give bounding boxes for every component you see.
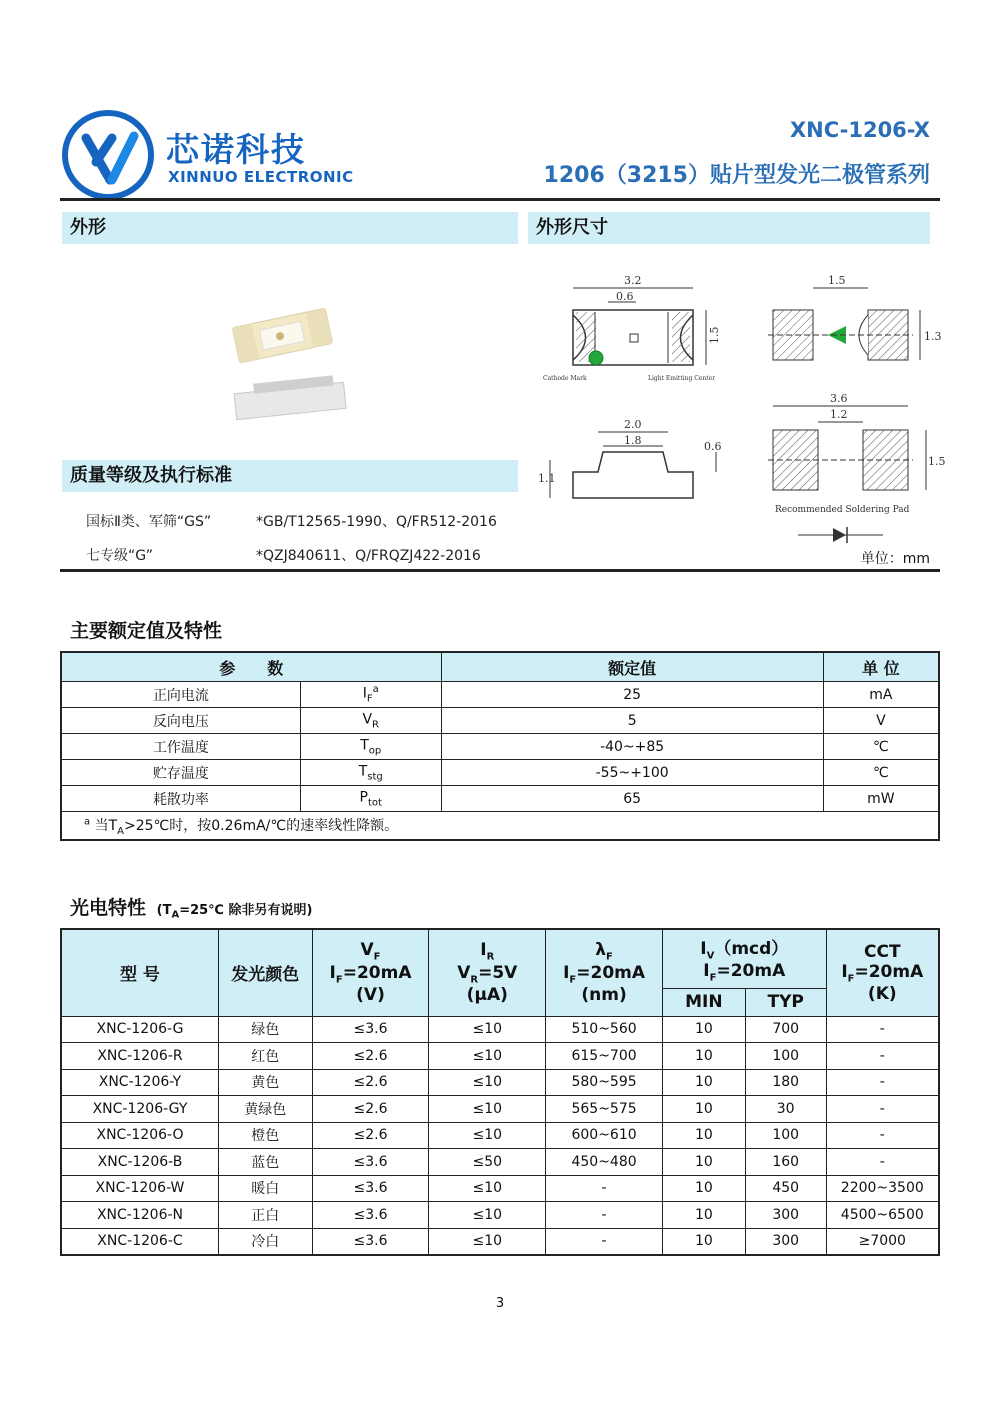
optical-row xyxy=(61,1016,939,1043)
quality-heading: 质量等级及执行标准 xyxy=(70,465,232,486)
dim-2-0: 2.0 xyxy=(624,418,642,431)
ir-cond-rest: =5V xyxy=(478,962,518,983)
param-unit: ℃ xyxy=(823,760,939,786)
side-view-drawing xyxy=(768,288,920,360)
optical-cell-ir: ≤10 xyxy=(429,1016,546,1043)
header-rule xyxy=(60,198,940,201)
ratings-row xyxy=(61,734,939,760)
dim-3-6: 3.6 xyxy=(830,392,848,405)
iv-sub: V xyxy=(706,950,715,962)
optical-cell-typ: 30 xyxy=(745,1096,826,1123)
vf-cond-sym: I xyxy=(329,962,336,983)
optical-cell-cct: - xyxy=(826,1016,939,1043)
soldering-pad-drawing xyxy=(768,406,926,543)
param-symbol xyxy=(300,786,441,812)
optical-cell-typ: 700 xyxy=(745,1016,826,1043)
optical-cell-model: XNC-1206-O xyxy=(61,1122,218,1149)
optical-heading xyxy=(70,893,312,921)
cct-cond-sub: F xyxy=(847,972,855,984)
optical-cell-model: XNC-1206-C xyxy=(61,1228,218,1255)
note-sup: a xyxy=(84,815,91,827)
param-name: 工作温度 xyxy=(61,734,300,760)
optical-cell-ir: ≤10 xyxy=(429,1202,546,1229)
ratings-header-row xyxy=(61,652,939,682)
optical-cell-vf: ≤3.6 xyxy=(312,1016,429,1043)
lambda-cond-rest: =20mA xyxy=(576,962,646,983)
optical-header-row-1 xyxy=(61,929,939,988)
optical-cell-typ: 300 xyxy=(745,1228,826,1255)
optical-cell-cct: - xyxy=(826,1096,939,1123)
optical-cell-cct: 2200~3500 xyxy=(826,1175,939,1202)
optical-cell-cct: ≥7000 xyxy=(826,1228,939,1255)
ir-sub: R xyxy=(486,951,495,963)
optical-cell-typ: 160 xyxy=(745,1149,826,1176)
optical-cell-color: 黄色 xyxy=(218,1069,312,1096)
iv-sym: I xyxy=(700,938,707,959)
optical-cell-vf: ≤3.6 xyxy=(312,1202,429,1229)
symbol-sub: F xyxy=(366,693,373,705)
ir-cond-sym: V xyxy=(457,962,471,983)
company-logo xyxy=(62,110,154,200)
light-center-label: Light Emitting Center xyxy=(648,375,716,382)
symbol-main: P xyxy=(359,789,368,806)
dim-1-5-b: 1.5 xyxy=(828,274,846,287)
optical-cond-rest: =25℃ 除非另有说明) xyxy=(179,903,313,918)
optical-cell-vf: ≤2.6 xyxy=(312,1122,429,1149)
dimensions-heading: 外形尺寸 xyxy=(536,217,608,238)
optical-cell-vf: ≤2.6 xyxy=(312,1069,429,1096)
param-unit: V xyxy=(823,708,939,734)
optical-cell-lambda: 510~560 xyxy=(546,1016,663,1043)
optical-cell-min: 10 xyxy=(662,1175,745,1202)
ir-sym: I xyxy=(480,940,487,961)
soldering-pad-label: Recommended Soldering Pad xyxy=(775,505,910,515)
dim-1-3: 1.3 xyxy=(924,330,942,343)
optical-cell-min: 10 xyxy=(662,1043,745,1070)
optical-cell-cct: - xyxy=(826,1043,939,1070)
ir-cond-sub: R xyxy=(470,974,479,986)
vf-sym: V xyxy=(360,940,374,961)
optical-cell-min: 10 xyxy=(662,1228,745,1255)
optical-cell-color: 蓝色 xyxy=(218,1149,312,1176)
param-name: 正向电流 xyxy=(61,682,300,708)
optical-cell-lambda: 615~700 xyxy=(546,1043,663,1070)
symbol-sup: a xyxy=(372,684,379,696)
iv-header xyxy=(662,929,826,988)
optical-cell-min: 10 xyxy=(662,1096,745,1123)
iv-cond-sub: F xyxy=(709,972,717,984)
led-photo xyxy=(225,300,355,430)
iv-cond-sym: I xyxy=(703,961,710,982)
optical-cell-color: 红色 xyxy=(218,1043,312,1070)
optical-cell-ir: ≤10 xyxy=(429,1228,546,1255)
cct-cond-sym: I xyxy=(841,961,848,982)
symbol-main: T xyxy=(358,763,368,780)
vf-header xyxy=(312,929,429,1016)
lambda-sub: F xyxy=(606,951,613,963)
symbol-main: I xyxy=(362,685,367,702)
optical-cell-color: 正白 xyxy=(218,1202,312,1229)
optical-cell-typ: 100 xyxy=(745,1122,826,1149)
company-name-en: XINNUO ELECTRONIC xyxy=(168,168,354,186)
dim-3-2: 3.2 xyxy=(624,274,642,287)
optical-cell-cct: - xyxy=(826,1149,939,1176)
optical-cell-color: 暖白 xyxy=(218,1175,312,1202)
param-symbol xyxy=(300,708,441,734)
param-symbol xyxy=(300,682,441,708)
param-unit: mW xyxy=(823,786,939,812)
lambda-cond-sym: I xyxy=(563,962,570,983)
optical-cell-vf: ≤2.6 xyxy=(312,1043,429,1070)
dim-1-8: 1.8 xyxy=(624,434,642,447)
lambda-cond-sub: F xyxy=(569,974,577,986)
optical-cell-min: 10 xyxy=(662,1202,745,1229)
lambda-header xyxy=(546,929,663,1016)
ratings-row xyxy=(61,760,939,786)
optical-row xyxy=(61,1149,939,1176)
optical-cell-typ: 450 xyxy=(745,1175,826,1202)
optical-cell-vf: ≤3.6 xyxy=(312,1228,429,1255)
optical-row xyxy=(61,1202,939,1229)
dim-1-5-a: 1.5 xyxy=(708,326,721,344)
optical-condition xyxy=(156,903,313,921)
iv-cond-rest: =20mA xyxy=(716,961,786,982)
ir-unit: (μA) xyxy=(466,985,508,1006)
param-name: 贮存温度 xyxy=(61,760,300,786)
optical-cell-model: XNC-1206-G xyxy=(61,1016,218,1043)
model-number: XNC-1206-X xyxy=(789,118,930,142)
optical-cell-model: XNC-1206-Y xyxy=(61,1069,218,1096)
section-rule xyxy=(60,569,940,572)
optical-cell-cct: - xyxy=(826,1122,939,1149)
optical-cell-model: XNC-1206-N xyxy=(61,1202,218,1229)
cct-sym: CCT xyxy=(864,941,901,962)
optical-row xyxy=(61,1175,939,1202)
param-name: 耗散功率 xyxy=(61,786,300,812)
standard-grade-1: 国标Ⅱ类、军筛“GS” xyxy=(86,514,212,530)
typ-header: TYP xyxy=(745,988,826,1016)
optical-cell-cct: 4500~6500 xyxy=(826,1202,939,1229)
series-title: 1206（3215）贴片型发光二极管系列 xyxy=(543,163,930,188)
optical-row xyxy=(61,1069,939,1096)
note-sub: A xyxy=(117,825,124,837)
cct-unit: (K) xyxy=(867,983,897,1004)
symbol-main: V xyxy=(362,711,373,728)
symbol-sub: tot xyxy=(367,797,382,809)
iv-unit: （mcd） xyxy=(714,938,789,959)
lambda-sym: λ xyxy=(595,940,607,961)
optical-cond-sub: A xyxy=(171,909,180,921)
cathode-mark-label: Cathode Mark xyxy=(543,375,587,382)
optical-cell-ir: ≤50 xyxy=(429,1149,546,1176)
optical-row xyxy=(61,1228,939,1255)
optical-cell-vf: ≤3.6 xyxy=(312,1149,429,1176)
vf-cond-rest: =20mA xyxy=(342,962,412,983)
param-header: 参 数 xyxy=(61,652,441,682)
optical-cell-cct: - xyxy=(826,1069,939,1096)
value-header: 额定值 xyxy=(441,652,823,682)
optical-cell-color: 绿色 xyxy=(218,1016,312,1043)
color-header: 发光颜色 xyxy=(218,929,312,1016)
ratings-heading: 主要额定值及特性 xyxy=(70,620,223,642)
param-value: 25 xyxy=(441,682,823,708)
optical-cell-lambda: 600~610 xyxy=(546,1122,663,1149)
param-value: -40~+85 xyxy=(441,734,823,760)
optical-cell-ir: ≤10 xyxy=(429,1096,546,1123)
param-value: 5 xyxy=(441,708,823,734)
optical-cell-lambda: - xyxy=(546,1228,663,1255)
standard-grade-2: 七专级“G” xyxy=(86,548,154,564)
vf-sub: F xyxy=(373,951,381,963)
optical-table xyxy=(60,928,940,1256)
note-text-a: 当T xyxy=(90,817,118,834)
ratings-table xyxy=(60,651,940,841)
optical-cell-lambda: 565~575 xyxy=(546,1096,663,1123)
optical-cell-model: XNC-1206-R xyxy=(61,1043,218,1070)
optical-title: 光电特性 xyxy=(70,897,147,919)
param-unit: ℃ xyxy=(823,734,939,760)
vf-unit: (V) xyxy=(356,985,385,1006)
optical-cell-ir: ≤10 xyxy=(429,1069,546,1096)
optical-cell-vf: ≤3.6 xyxy=(312,1175,429,1202)
standard-code-2: *QZJ840611、Q/FRQZJ422-2016 xyxy=(256,548,481,564)
optical-cell-typ: 300 xyxy=(745,1202,826,1229)
param-value: -55~+100 xyxy=(441,760,823,786)
ratings-note-row xyxy=(61,812,939,841)
appearance-heading: 外形 xyxy=(70,217,106,238)
optical-cell-model: XNC-1206-W xyxy=(61,1175,218,1202)
min-header: MIN xyxy=(662,988,745,1016)
optical-cell-min: 10 xyxy=(662,1069,745,1096)
ratings-row xyxy=(61,682,939,708)
optical-cell-ir: ≤10 xyxy=(429,1122,546,1149)
symbol-sub: op xyxy=(368,745,382,757)
optical-cell-typ: 180 xyxy=(745,1069,826,1096)
optical-cell-vf: ≤2.6 xyxy=(312,1096,429,1123)
model-header: 型 号 xyxy=(61,929,218,1016)
company-name-cn: 芯诺科技 xyxy=(166,130,306,169)
dimension-drawings xyxy=(528,260,946,550)
ratings-row xyxy=(61,786,939,812)
optical-cell-min: 10 xyxy=(662,1016,745,1043)
symbol-main: T xyxy=(360,737,369,754)
optical-cell-ir: ≤10 xyxy=(429,1175,546,1202)
optical-cell-min: 10 xyxy=(662,1149,745,1176)
dimensions-band xyxy=(528,212,930,244)
optical-row xyxy=(61,1043,939,1070)
optical-cell-ir: ≤10 xyxy=(429,1043,546,1070)
param-unit: mA xyxy=(823,682,939,708)
optical-row xyxy=(61,1122,939,1149)
optical-cell-lambda: 580~595 xyxy=(546,1069,663,1096)
top-view-drawing xyxy=(573,288,706,365)
optical-cell-min: 10 xyxy=(662,1122,745,1149)
vf-cond-sub: F xyxy=(335,974,343,986)
param-value: 65 xyxy=(441,786,823,812)
optical-cell-color: 冷白 xyxy=(218,1228,312,1255)
param-symbol xyxy=(300,734,441,760)
lambda-unit: (nm) xyxy=(581,985,627,1006)
optical-cell-color: 黄绿色 xyxy=(218,1096,312,1123)
optical-cell-typ: 100 xyxy=(745,1043,826,1070)
optical-cell-model: XNC-1206-B xyxy=(61,1149,218,1176)
standard-code-1: *GB/T12565-1990、Q/FR512-2016 xyxy=(256,514,497,530)
ir-header xyxy=(429,929,546,1016)
param-name: 反向电压 xyxy=(61,708,300,734)
unit-header: 单 位 xyxy=(823,652,939,682)
page-number: 3 xyxy=(495,1296,505,1311)
symbol-sub: stg xyxy=(367,771,383,783)
optical-cell-lambda: 450~480 xyxy=(546,1149,663,1176)
note-text-b: >25℃时，按0.26mA/℃的速率线性降额。 xyxy=(124,817,399,834)
optical-cond-a: (T xyxy=(156,903,172,918)
cct-header xyxy=(826,929,939,1016)
optical-cell-color: 橙色 xyxy=(218,1122,312,1149)
param-symbol xyxy=(300,760,441,786)
optical-cell-lambda: - xyxy=(546,1202,663,1229)
unit-label: 单位：mm xyxy=(860,551,930,567)
dim-0-6: 0.6 xyxy=(616,290,634,303)
optical-cell-lambda: - xyxy=(546,1175,663,1202)
dim-1-2: 1.2 xyxy=(830,408,848,421)
dim-1-5-c: 1.5 xyxy=(928,455,946,468)
ratings-row xyxy=(61,708,939,734)
cct-cond-rest: =20mA xyxy=(854,961,924,982)
optical-row xyxy=(61,1096,939,1123)
dim-0-6-b: 0.6 xyxy=(704,440,722,453)
dim-1-1: 1.1 xyxy=(538,472,556,485)
optical-cell-model: XNC-1206-GY xyxy=(61,1096,218,1123)
symbol-sub: R xyxy=(372,719,379,731)
quality-band xyxy=(62,460,518,492)
appearance-band xyxy=(62,212,518,244)
